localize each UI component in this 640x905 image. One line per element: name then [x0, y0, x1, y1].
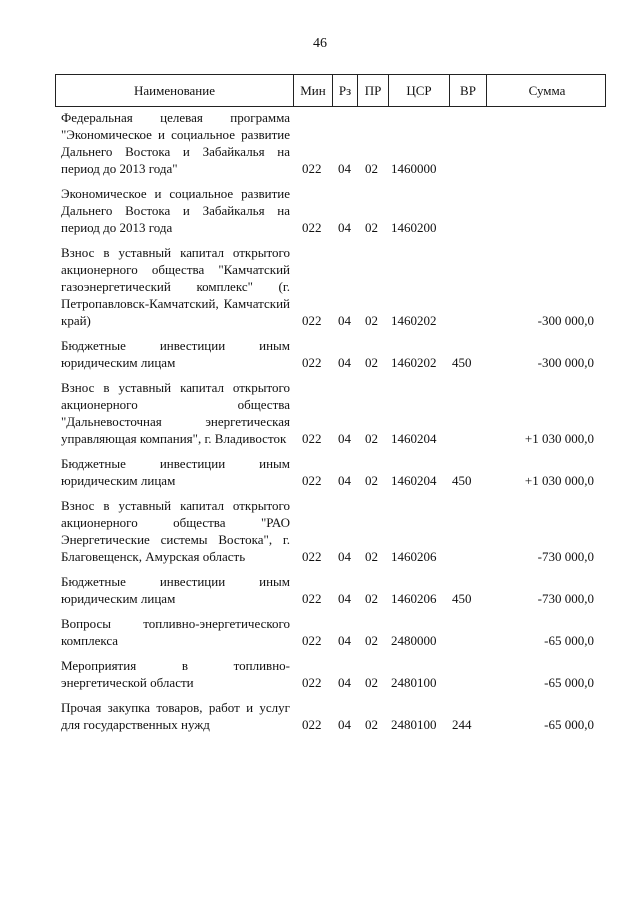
row-rz: 04	[338, 717, 351, 732]
row-rz: 04	[338, 591, 351, 606]
row-min: 022	[302, 549, 322, 564]
table-header	[55, 74, 606, 107]
row-pr: 02	[365, 313, 378, 328]
row-csr: 1460000	[391, 161, 437, 176]
header-csr: ЦСР	[388, 75, 449, 106]
row-min: 022	[302, 675, 322, 690]
row-rz: 04	[338, 313, 351, 328]
row-min: 022	[302, 161, 322, 176]
row-rz: 04	[338, 355, 351, 370]
row-csr: 1460202	[391, 355, 437, 370]
row-csr: 1460204	[391, 473, 437, 488]
row-pr: 02	[365, 675, 378, 690]
table-row	[55, 615, 606, 649]
row-pr: 02	[365, 431, 378, 446]
row-min: 022	[302, 717, 322, 732]
row-rz: 04	[338, 675, 351, 690]
row-name: Федеральная целевая программа "Экономическое и социальное развитие Дальнего Востока и Забайкалья на период до 2013 года"	[61, 110, 290, 176]
table-row	[55, 185, 606, 236]
row-rz: 04	[338, 431, 351, 446]
row-pr: 02	[365, 161, 378, 176]
header-sum: Сумма	[486, 75, 607, 106]
row-vr: 450	[452, 591, 472, 606]
row-name: Вопросы топливно-энергетического комплекса	[61, 616, 290, 648]
table-row	[55, 244, 606, 329]
row-vr: 244	[452, 717, 472, 732]
row-pr: 02	[365, 549, 378, 564]
row-name: Экономическое и социальное развитие Дальнего Востока и Забайкалья на период до 2013 года	[61, 186, 290, 235]
row-sum: -730 000,0	[537, 549, 594, 564]
table-row	[55, 497, 606, 565]
row-name: Прочая закупка товаров, работ и услуг для государственных нужд	[61, 700, 290, 732]
row-sum: -300 000,0	[537, 355, 594, 370]
row-csr: 1460206	[391, 591, 437, 606]
row-name: Взнос в уставный капитал открытого акционерного общества "Дальневосточная энергетическая управляющая компания", г. Владивосток	[61, 380, 290, 446]
row-sum: +1 030 000,0	[524, 473, 594, 488]
row-min: 022	[302, 633, 322, 648]
row-pr: 02	[365, 717, 378, 732]
header-vr: ВР	[449, 75, 486, 106]
row-min: 022	[302, 591, 322, 606]
row-name: Взнос в уставный капитал открытого акционерного общества "РАО Энергетические системы Востока", г. Благовещенск, Амурская область	[61, 498, 290, 564]
header-pr: ПР	[357, 75, 388, 106]
row-csr: 2480000	[391, 633, 437, 648]
row-pr: 02	[365, 220, 378, 235]
row-rz: 04	[338, 473, 351, 488]
row-pr: 02	[365, 591, 378, 606]
row-name: Бюджетные инвестиции иным юридическим лицам	[61, 574, 290, 606]
table-row	[55, 109, 606, 177]
row-sum: -300 000,0	[537, 313, 594, 328]
row-csr: 1460206	[391, 549, 437, 564]
table-row	[55, 699, 606, 733]
row-rz: 04	[338, 220, 351, 235]
table-row	[55, 657, 606, 691]
row-min: 022	[302, 220, 322, 235]
row-name: Мероприятия в топливно-энергетической области	[61, 658, 290, 690]
row-sum: -65 000,0	[544, 633, 594, 648]
table-row	[55, 573, 606, 607]
row-rz: 04	[338, 161, 351, 176]
row-sum: +1 030 000,0	[524, 431, 594, 446]
table-row	[55, 455, 606, 489]
row-rz: 04	[338, 549, 351, 564]
row-csr: 2480100	[391, 717, 437, 732]
row-min: 022	[302, 313, 322, 328]
row-vr: 450	[452, 355, 472, 370]
row-min: 022	[302, 473, 322, 488]
row-sum: -65 000,0	[544, 717, 594, 732]
row-csr: 1460204	[391, 431, 437, 446]
row-csr: 1460202	[391, 313, 437, 328]
row-name: Взнос в уставный капитал открытого акционерного общества "Камчатский газоэнергетический комплекс" (г. Петропавловск-Камчатский, Камчатский край)	[61, 245, 290, 328]
page-number: 46	[313, 36, 327, 51]
row-name: Бюджетные инвестиции иным юридическим лицам	[61, 338, 290, 370]
row-pr: 02	[365, 473, 378, 488]
budget-table	[55, 74, 606, 733]
row-min: 022	[302, 431, 322, 446]
row-sum: -65 000,0	[544, 675, 594, 690]
row-sum: -730 000,0	[537, 591, 594, 606]
row-csr: 1460200	[391, 220, 437, 235]
row-pr: 02	[365, 633, 378, 648]
table-row	[55, 337, 606, 371]
row-rz: 04	[338, 633, 351, 648]
header-rz: Рз	[332, 75, 357, 106]
row-vr: 450	[452, 473, 472, 488]
row-name: Бюджетные инвестиции иным юридическим лицам	[61, 456, 290, 488]
row-csr: 2480100	[391, 675, 437, 690]
header-min: Мин	[293, 75, 332, 106]
row-min: 022	[302, 355, 322, 370]
header-name: Наименование	[134, 83, 215, 98]
table-row	[55, 379, 606, 447]
row-pr: 02	[365, 355, 378, 370]
